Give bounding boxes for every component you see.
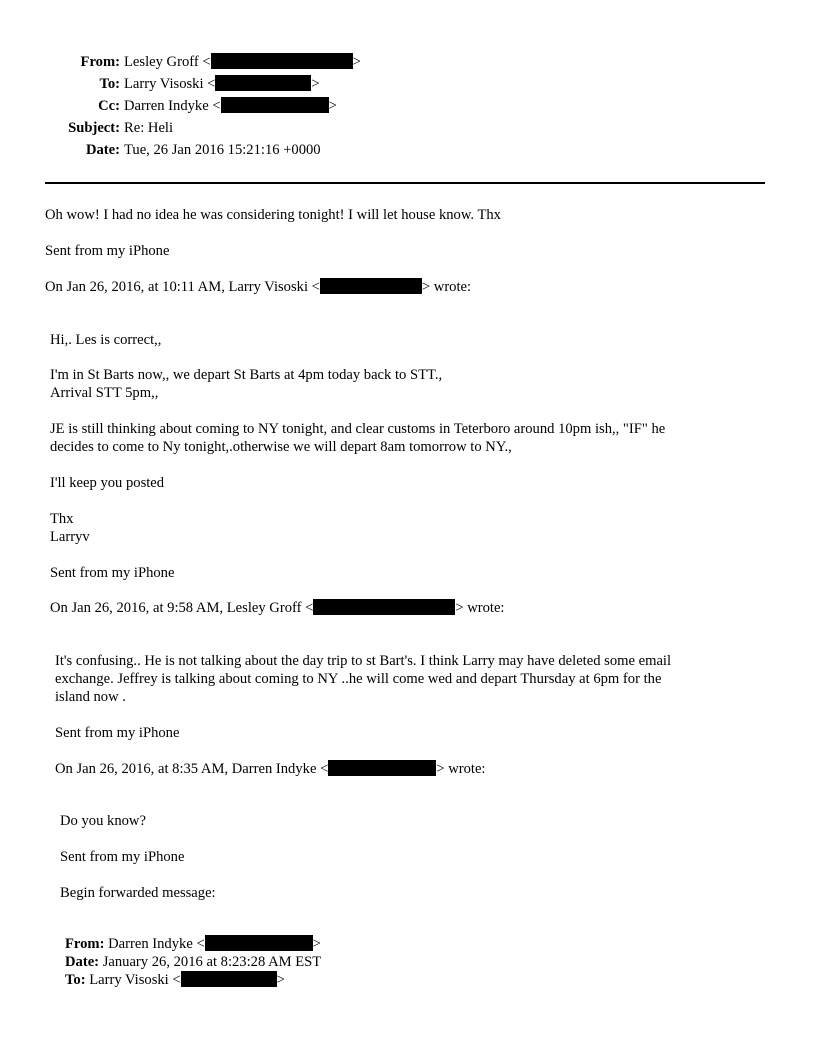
quote-text: JE is still thinking about coming to NY tonight, and clear customs in Teterboro around 10pm ish,, "IF" he — [50, 421, 666, 437]
subject-value: Re: Heli — [124, 120, 174, 136]
quote-text: Hi,. Les is correct,, — [50, 332, 162, 348]
quote-attribution: On Jan 26, 2016, at 8:35 AM, Darren Indyke < > wrote: — [55, 761, 486, 777]
forward-date-label: Date: — [65, 954, 100, 970]
signature: Sent from my iPhone — [45, 243, 170, 259]
cc-label: Cc: — [98, 98, 120, 114]
quote-text: Begin forwarded message: — [60, 885, 216, 901]
redaction-box — [328, 760, 436, 776]
reply-text: Oh wow! I had no idea he was considering tonight! I will let house know. Thx — [45, 207, 501, 223]
forward-date-row — [65, 953, 321, 971]
date-label: Date: — [85, 142, 120, 158]
from-label: From: — [80, 54, 120, 70]
quote-text: island now . — [55, 689, 126, 705]
date-value: Tue, 26 Jan 2016 15:21:16 +0000 — [124, 142, 321, 158]
redaction-box — [320, 278, 422, 294]
from-name: Lesley Groff — [124, 54, 199, 70]
cc-name: Darren Indyke — [124, 98, 209, 114]
forward-to-label: To: — [65, 972, 86, 988]
header-divider — [45, 182, 765, 184]
quote-attribution: On Jan 26, 2016, at 10:11 AM, Larry Visoski < > wrote: — [45, 279, 472, 295]
redaction-box — [211, 53, 353, 69]
quote-text: Do you know? — [60, 813, 146, 829]
subject-label: Subject: — [68, 120, 120, 136]
signature: Sent from my iPhone — [50, 565, 175, 581]
quote-text: exchange. Jeffrey is talking about coming to NY ..he will come wed and depart Thursday at 6pm for the — [55, 671, 662, 687]
redaction-box — [313, 599, 455, 615]
forward-from-row: From: Darren Indyke < > — [65, 936, 321, 952]
forward-date-value: January 26, 2016 at 8:23:28 AM EST — [102, 954, 322, 970]
quote-text: Arrival STT 5pm,, — [50, 385, 159, 401]
signature: Sent from my iPhone — [60, 849, 185, 865]
signature: Sent from my iPhone — [55, 725, 180, 741]
redaction-box — [205, 935, 313, 951]
to-label: To: — [99, 76, 120, 92]
redaction-box — [215, 75, 311, 91]
to-name: Larry Visoski — [124, 76, 204, 92]
redaction-box — [181, 971, 277, 987]
quote-text: Thx — [50, 511, 74, 527]
quote-text: Larryv — [50, 529, 90, 545]
quote-text: I'll keep you posted — [50, 475, 165, 491]
quote-attribution: On Jan 26, 2016, at 9:58 AM, Lesley Groff < > wrote: — [50, 600, 505, 616]
forward-from-label: From: — [65, 936, 105, 952]
forward-to-row: To: Larry Visoski < > — [65, 972, 285, 988]
quote-text: I'm in St Barts now,, we depart St Barts at 4pm today back to STT., — [50, 367, 443, 383]
quote-text: decides to come to Ny tonight,.otherwise we will depart 8am tomorrow to NY., — [50, 439, 512, 455]
redaction-box — [221, 97, 329, 113]
quote-text: It's confusing.. He is not talking about the day trip to st Bart's. I think Larry may have deleted some email — [55, 653, 672, 669]
